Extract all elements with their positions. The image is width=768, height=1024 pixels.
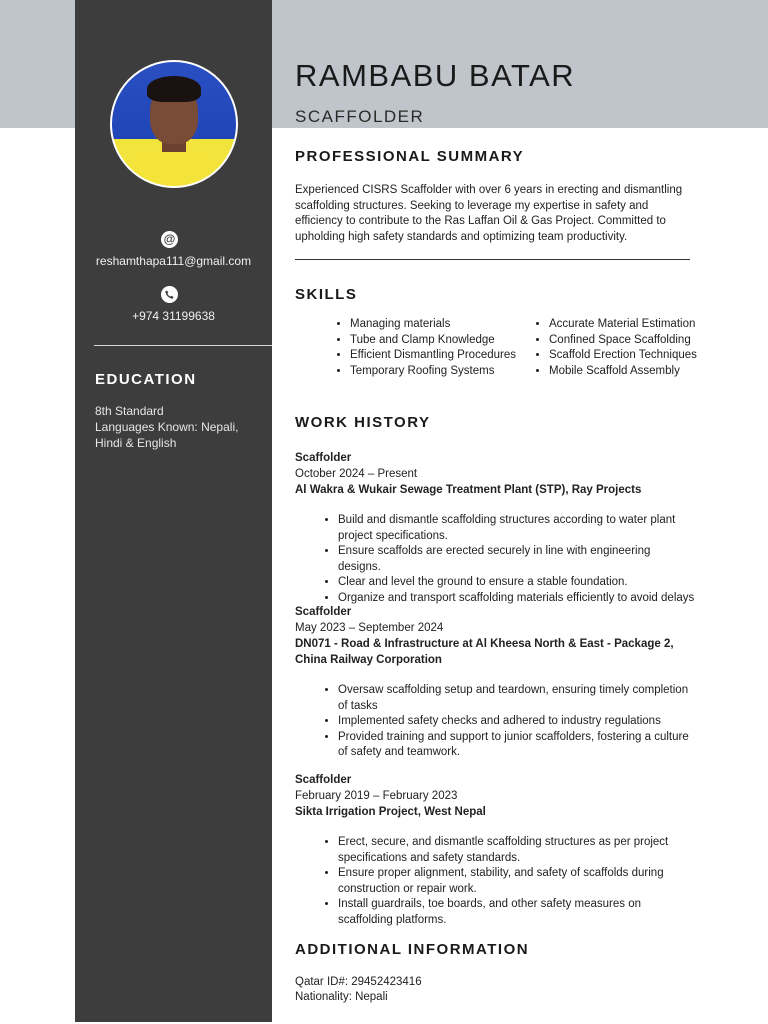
education-level: 8th Standard [95, 404, 164, 418]
job-title: Scaffolder [295, 452, 352, 464]
job-bullet: • Ensure scaffolds are erected securely in line with engineering designs. [338, 544, 695, 575]
job-bullets [295, 513, 695, 606]
job-bullets [295, 835, 695, 928]
sidebar [75, 0, 272, 1022]
job-bullets [295, 683, 690, 761]
summary-title: PROFESSIONAL SUMMARY [295, 148, 525, 165]
skill-item: • Accurate Material Estimation [549, 317, 768, 333]
job-title: Scaffolder [295, 606, 352, 618]
job-entry [295, 604, 690, 761]
job-entry [295, 772, 695, 928]
job-entry [295, 450, 695, 606]
job-dates: October 2024 – Present [295, 468, 418, 480]
profile-photo [110, 60, 238, 188]
phone-icon [161, 286, 178, 303]
job-company: DN071 - Road & Infrastructure at Al Kheesa North & East - Package 2, China Railway Corporation [295, 638, 674, 666]
qatar-id: Qatar ID#: 29452423416 [295, 976, 422, 988]
candidate-name: RAMBABU BATAR [295, 58, 576, 93]
candidate-role: SCAFFOLDER [295, 107, 425, 126]
summary-text: Experienced CISRS Scaffolder with over 6 years in erecting and dismantling scaffolding structures. Seeking to leverage my expertise in safety and efficiency to contribute to the Ras Laffan Oil & Gas Project. Committed to upholding high safety standards and optimizing team productivity. [295, 184, 683, 243]
job-bullet: • Ensure proper alignment, stability, and safety of scaffolds during construction or repair work. [338, 866, 695, 897]
job-bullet: • Implemented safety checks and adhered to industry regulations [338, 714, 690, 730]
job-dates: May 2023 – September 2024 [295, 622, 444, 634]
skill-item: • Mobile Scaffold Assembly [549, 364, 768, 380]
skill-item: • Efficient Dismantling Procedures [350, 348, 520, 364]
languages-line2: Hindi & English [95, 436, 177, 450]
skills-list-left [330, 317, 520, 379]
skill-item: • Confined Space Scaffolding [549, 333, 768, 349]
job-dates: February 2019 – February 2023 [295, 790, 458, 802]
job-title: Scaffolder [295, 774, 352, 786]
additional-info-title: ADDITIONAL INFORMATION [295, 941, 530, 958]
job-bullet: • Install guardrails, toe boards, and other safety measures on scaffolding platforms. [338, 897, 695, 928]
sidebar-divider [94, 345, 272, 346]
job-bullet: • Erect, secure, and dismantle scaffolding structures as per project specifications and safety standards. [338, 835, 695, 866]
job-company: Al Wakra & Wukair Sewage Treatment Plant (STP), Ray Projects [295, 484, 642, 496]
nationality: Nationality: Nepali [295, 991, 388, 1003]
skill-item: • Tube and Clamp Knowledge [350, 333, 520, 349]
education-title: EDUCATION [95, 371, 197, 388]
job-bullet: • Clear and level the ground to ensure a stable foundation. [338, 575, 695, 591]
job-bullet: • Provided training and support to junior scaffolders, fostering a culture of safety and teamwork. [338, 730, 690, 761]
work-history-title: WORK HISTORY [295, 414, 431, 431]
skill-item: • Scaffold Erection Techniques [549, 348, 768, 364]
email-text: reshamthapa111@gmail.com [95, 254, 252, 268]
languages-line1: Languages Known: Nepali, [95, 420, 239, 434]
skills-title: SKILLS [295, 286, 358, 303]
at-icon: @ [161, 231, 178, 248]
job-bullet: • Build and dismantle scaffolding structures according to water plant project specifications. [338, 513, 695, 544]
phone-text: +974 31199638 [132, 309, 215, 323]
job-bullet: • Oversaw scaffolding setup and teardown, ensuring timely completion of tasks [338, 683, 690, 714]
job-company: Sikta Irrigation Project, West Nepal [295, 806, 486, 818]
summary-divider [295, 259, 690, 260]
skills-list-right [529, 317, 768, 379]
skill-item: • Managing materials [350, 317, 520, 333]
skill-item: • Temporary Roofing Systems [350, 364, 520, 380]
job-bullet: • Organize and transport scaffolding materials efficiently to avoid delays [338, 591, 695, 607]
